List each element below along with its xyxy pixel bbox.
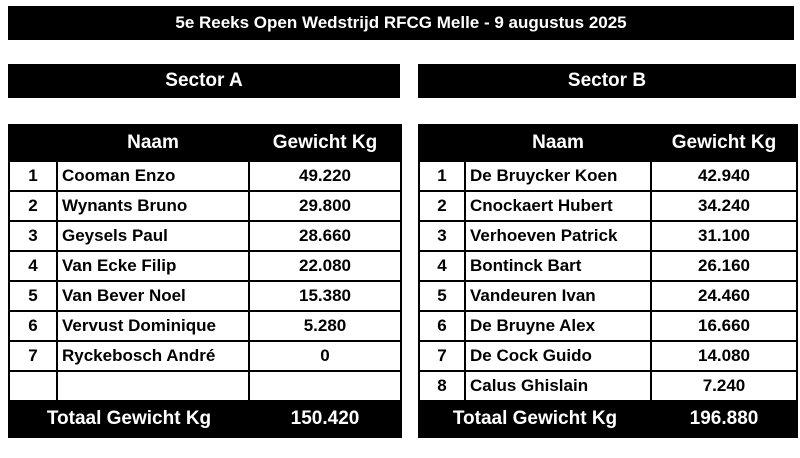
rank-cell: 5 bbox=[419, 281, 465, 311]
sector-b-header: Sector B bbox=[418, 64, 796, 98]
weight-cell: 0 bbox=[249, 341, 401, 371]
rank-cell: 4 bbox=[9, 251, 57, 281]
total-label: Totaal Gewicht Kg bbox=[419, 401, 651, 437]
rank-cell bbox=[9, 371, 57, 401]
rank-cell: 3 bbox=[9, 221, 57, 251]
rank-cell: 5 bbox=[9, 281, 57, 311]
weight-cell: 26.160 bbox=[651, 251, 797, 281]
table-row bbox=[9, 311, 401, 341]
weight-cell: 24.460 bbox=[651, 281, 797, 311]
name-cell: De Bruyne Alex bbox=[465, 311, 651, 341]
weight-cell: 5.280 bbox=[249, 311, 401, 341]
name-cell: Wynants Bruno bbox=[57, 191, 249, 221]
rank-column-header bbox=[419, 125, 465, 161]
rank-cell: 6 bbox=[419, 311, 465, 341]
weight-cell: 42.940 bbox=[651, 161, 797, 191]
name-cell: De Cock Guido bbox=[465, 341, 651, 371]
weight-column-header: Gewicht Kg bbox=[249, 125, 401, 161]
weight-cell: 16.660 bbox=[651, 311, 797, 341]
name-cell: Calus Ghislain bbox=[465, 371, 651, 401]
name-cell: Vervust Dominique bbox=[57, 311, 249, 341]
weight-cell: 31.100 bbox=[651, 221, 797, 251]
weight-cell: 15.380 bbox=[249, 281, 401, 311]
weight-cell: 7.240 bbox=[651, 371, 797, 401]
rank-column-header bbox=[9, 125, 57, 161]
rank-cell: 3 bbox=[419, 221, 465, 251]
table-row bbox=[419, 161, 797, 191]
weight-column-header: Gewicht Kg bbox=[651, 125, 797, 161]
table-row bbox=[9, 191, 401, 221]
table-row bbox=[9, 371, 401, 401]
weight-cell: 34.240 bbox=[651, 191, 797, 221]
total-value: 150.420 bbox=[249, 401, 401, 437]
total-row bbox=[419, 401, 797, 437]
rank-cell: 1 bbox=[9, 161, 57, 191]
name-cell: Verhoeven Patrick bbox=[465, 221, 651, 251]
rank-cell: 2 bbox=[419, 191, 465, 221]
page-title: 5e Reeks Open Wedstrijd RFCG Melle - 9 augustus 2025 bbox=[8, 6, 794, 40]
weight-cell: 14.080 bbox=[651, 341, 797, 371]
name-cell bbox=[57, 371, 249, 401]
table-row bbox=[419, 221, 797, 251]
sector-a-table bbox=[8, 124, 402, 438]
table-row bbox=[9, 341, 401, 371]
table-row bbox=[9, 161, 401, 191]
total-label: Totaal Gewicht Kg bbox=[9, 401, 249, 437]
table-row bbox=[419, 251, 797, 281]
table-row bbox=[419, 281, 797, 311]
rank-cell: 1 bbox=[419, 161, 465, 191]
name-cell: Geysels Paul bbox=[57, 221, 249, 251]
table-row bbox=[419, 341, 797, 371]
weight-cell bbox=[249, 371, 401, 401]
table-row bbox=[9, 221, 401, 251]
sector-b-table bbox=[418, 124, 798, 438]
name-column-header: Naam bbox=[465, 125, 651, 161]
name-cell: Bontinck Bart bbox=[465, 251, 651, 281]
rank-cell: 2 bbox=[9, 191, 57, 221]
name-cell: Ryckebosch André bbox=[57, 341, 249, 371]
rank-cell: 7 bbox=[9, 341, 57, 371]
table-header-row bbox=[419, 125, 797, 161]
name-cell: Cooman Enzo bbox=[57, 161, 249, 191]
name-cell: Van Bever Noel bbox=[57, 281, 249, 311]
name-cell: Van Ecke Filip bbox=[57, 251, 249, 281]
name-column-header: Naam bbox=[57, 125, 249, 161]
total-row bbox=[9, 401, 401, 437]
name-cell: Cnockaert Hubert bbox=[465, 191, 651, 221]
rank-cell: 4 bbox=[419, 251, 465, 281]
table-row bbox=[419, 191, 797, 221]
rank-cell: 7 bbox=[419, 341, 465, 371]
weight-cell: 49.220 bbox=[249, 161, 401, 191]
table-header-row bbox=[9, 125, 401, 161]
table-row bbox=[9, 281, 401, 311]
name-cell: De Bruycker Koen bbox=[465, 161, 651, 191]
weight-cell: 22.080 bbox=[249, 251, 401, 281]
sector-a-header: Sector A bbox=[8, 64, 400, 98]
table-row bbox=[419, 311, 797, 341]
rank-cell: 8 bbox=[419, 371, 465, 401]
table-row bbox=[419, 371, 797, 401]
table-row bbox=[9, 251, 401, 281]
rank-cell: 6 bbox=[9, 311, 57, 341]
weight-cell: 29.800 bbox=[249, 191, 401, 221]
name-cell: Vandeuren Ivan bbox=[465, 281, 651, 311]
weight-cell: 28.660 bbox=[249, 221, 401, 251]
total-value: 196.880 bbox=[651, 401, 797, 437]
